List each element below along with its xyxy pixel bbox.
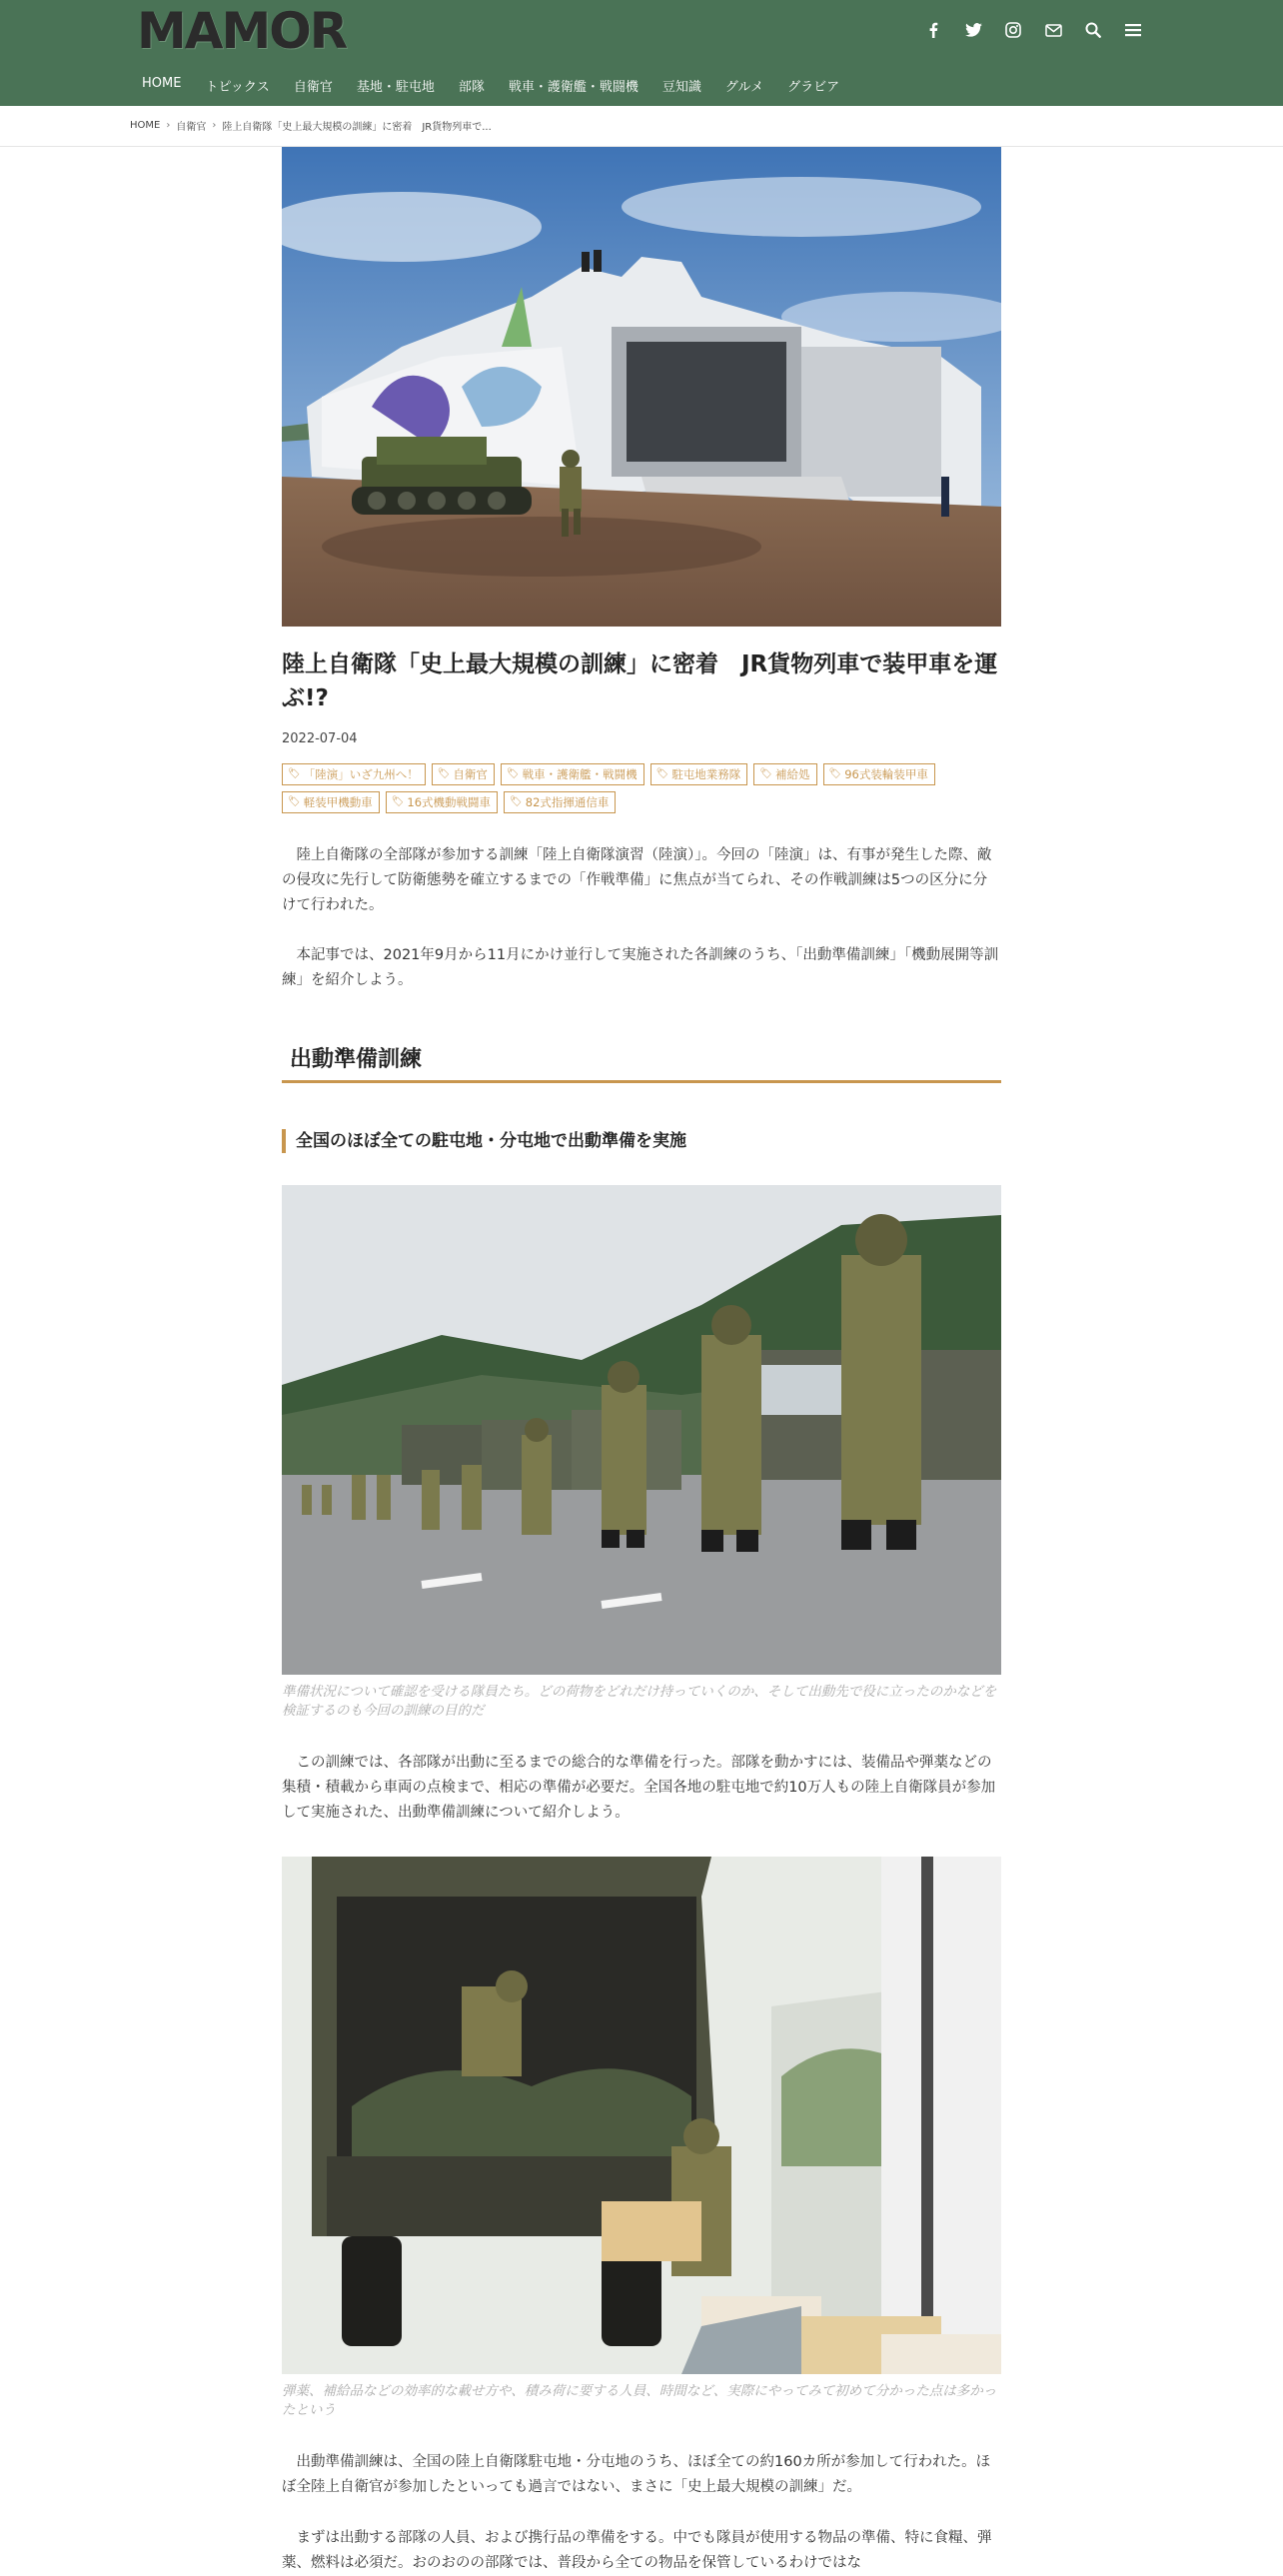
tag-icon: 🏷 <box>437 768 451 779</box>
tag-item[interactable]: 🏷 戦車・護衛艦・戦闘機 <box>501 763 644 785</box>
intro-paragraph: 陸上自衛隊の全部隊が参加する訓練「陸上自衛隊演習（陸演）」。今回の「陸演」は、有事が発生した際、敵の侵攻に先行して防衛態勢を確立するまでの「作戦準備」に焦点が当てられ、その作戦訓練は5つの区分に分けて行われた。 <box>282 847 992 913</box>
nav-equipment[interactable]: 戦車・護衛艦・戦闘機 <box>508 80 639 95</box>
nav-home[interactable]: HOME <box>142 76 182 91</box>
site-header <box>0 0 1283 106</box>
nav-topics[interactable]: トピックス <box>205 80 270 95</box>
site-logo[interactable]: MAMOR <box>137 2 347 60</box>
tag-icon: 🏷 <box>510 796 523 807</box>
tag-item[interactable]: 🏷 96式装輪装甲車 <box>823 763 935 785</box>
tag-item[interactable]: 🏷 軽装甲機動車 <box>282 791 380 813</box>
tag-item[interactable]: 🏷 駐屯地業務隊 <box>650 763 748 785</box>
intro-paragraph: 本記事では、2021年9月から11月にかけ並行して実施された各訓練のうち、「出動準備訓練」「機動展開等訓練」を紹介しよう。 <box>282 947 999 988</box>
breadcrumb-bar <box>0 106 1283 147</box>
nav-trivia[interactable]: 豆知識 <box>661 80 701 95</box>
tag-icon: 🏷 <box>828 768 842 779</box>
header-icons <box>923 18 1143 42</box>
hero-photo <box>282 147 1001 627</box>
facebook-icon[interactable] <box>923 20 943 40</box>
nav-units[interactable]: 部隊 <box>458 80 485 95</box>
search-icon[interactable] <box>1083 20 1103 40</box>
chevron-right-icon: › <box>212 120 217 131</box>
tag-item[interactable]: 🏷 自衛官 <box>432 763 495 785</box>
tag-icon: 🏷 <box>759 768 773 779</box>
tag-icon: 🏷 <box>288 768 301 779</box>
mail-icon[interactable] <box>1043 20 1063 40</box>
tag-item[interactable]: 🏷 「陸演」いざ九州へ！ <box>282 763 426 785</box>
body-paragraph: この訓練では、各部隊が出動に至るまでの総合的な準備を行った。部隊を動かすには、装備品や弾薬などの集積・積載から車両の点検まで、相応の準備が必要だ。全国各地の駐屯地で約10万人もの陸上自衛隊員が参加して実施された、出動準備訓練について紹介しよう。 <box>282 1755 996 1821</box>
tag-icon: 🏷 <box>655 768 669 779</box>
body-paragraph: まずは出動する部隊の人員、および携行品の準備をする。中でも隊員が使用する物品の準備、特に食糧、弾薬、燃料は必須だ。おのおのの部隊では、普段から全ての物品を保管しているわけではな <box>282 2530 992 2571</box>
tag-item[interactable]: 🏷 16式機動戦闘車 <box>386 791 498 813</box>
section-heading: 出動準備訓練 <box>282 1035 1001 1083</box>
tag-icon: 🏷 <box>506 768 520 779</box>
tag-list <box>282 763 1001 813</box>
menu-icon[interactable] <box>1123 20 1143 40</box>
breadcrumb <box>130 118 492 133</box>
nav-gourmet[interactable]: グルメ <box>724 80 764 95</box>
article-date: 2022-07-04 <box>282 731 358 746</box>
tag-item[interactable]: 🏷 補給処 <box>753 763 816 785</box>
breadcrumb-current: 陸上自衛隊「史上最大規模の訓練」に密着 JR貨物列車で... <box>222 122 492 133</box>
breadcrumb-category[interactable]: 自衛官 <box>176 122 207 133</box>
tag-icon: 🏷 <box>288 796 301 807</box>
instagram-icon[interactable] <box>1003 20 1023 40</box>
main-nav <box>130 70 851 101</box>
photo-caption: 弾薬、補給品などの効率的な載せ方や、積み荷に要する人員、時間など、実際にやってみて初めて分かった点は多かったという <box>282 2383 997 2418</box>
sub-heading: 全国のほぼ全ての駐屯地・分屯地で出動準備を実施 <box>282 1129 1001 1153</box>
loading-photo <box>282 1857 1001 2374</box>
tag-icon: 🏷 <box>391 796 405 807</box>
tag-item[interactable]: 🏷 82式指揮通信車 <box>504 791 616 813</box>
body-paragraph: 出動準備訓練は、全国の陸上自衛隊駐屯地・分屯地のうち、ほぼ全ての約160カ所が参加して行われた。ほぼ全陸上自衛官が参加したといっても過言ではない、まさに「史上最大規模の訓練」だ。 <box>282 2454 991 2495</box>
twitter-icon[interactable] <box>963 20 983 40</box>
nav-gravure[interactable]: グラビア <box>787 80 840 95</box>
soldiers-photo <box>282 1185 1001 1675</box>
article-title: 陸上自衛隊「史上最大規模の訓練」に密着 JR貨物列車で装甲車を運ぶ!? <box>282 651 998 711</box>
nav-jieikan[interactable]: 自衛官 <box>293 80 333 95</box>
nav-bases[interactable]: 基地・駐屯地 <box>356 80 435 95</box>
chevron-right-icon: › <box>166 120 171 131</box>
breadcrumb-home[interactable]: HOME <box>130 120 161 131</box>
photo-caption: 準備状況について確認を受ける隊員たち。どの荷物をどれだけ持っていくのか、そして出動先で役に立ったのかなどを検証するのも今回の訓練の目的だ <box>282 1684 997 1719</box>
